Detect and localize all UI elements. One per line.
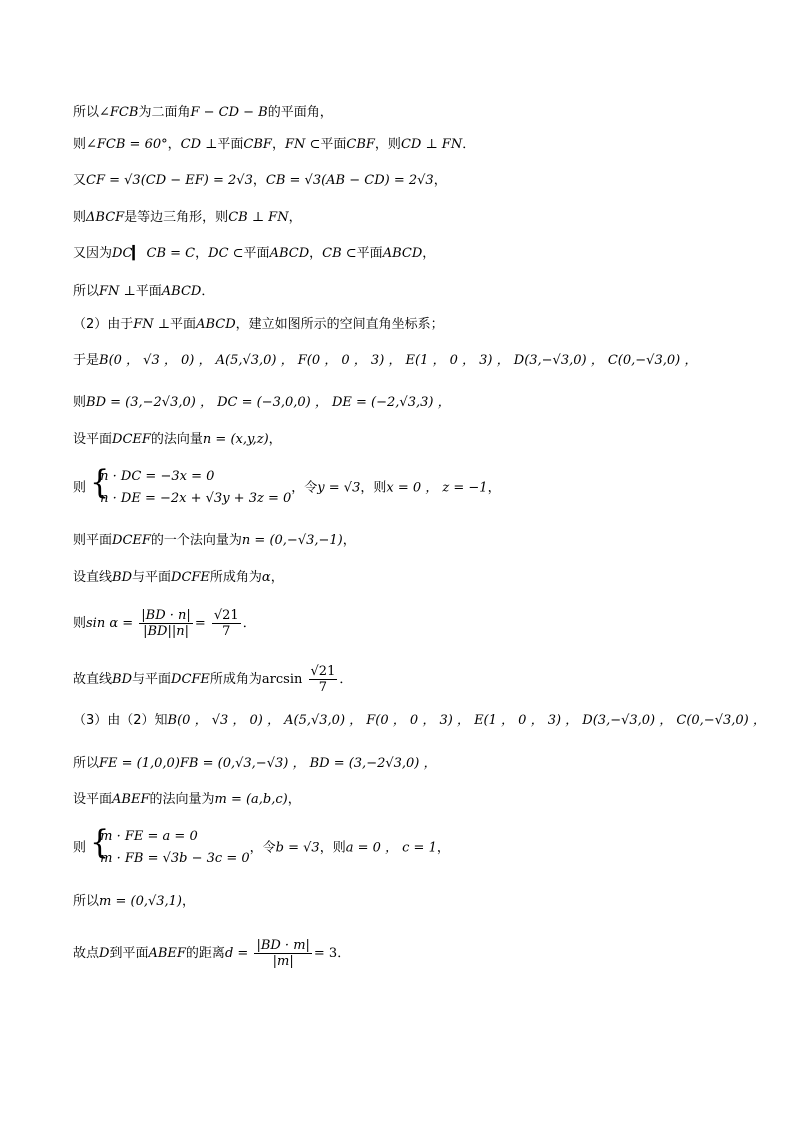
fraction (254, 938, 311, 969)
text: 为二面角 (138, 105, 191, 120)
math: a = 0 ， c = 1 (345, 840, 437, 856)
text: 的法向量为 (149, 792, 215, 807)
text: 故点 (73, 946, 100, 961)
solution-line-12 (73, 532, 356, 550)
math: CD ⊥ (180, 137, 218, 152)
text: 平面 (320, 137, 347, 152)
text: ． (337, 946, 351, 961)
text: 与平面 (132, 672, 172, 687)
solution-line-1 (73, 104, 333, 122)
text: 设直线 (73, 570, 113, 585)
equation-row: n · DE = −2x + √3y + 3z = 0 (100, 491, 292, 506)
numerator: |BD · n| (141, 608, 191, 623)
text: ，令 (291, 480, 318, 496)
text: 的法向量 (150, 432, 203, 447)
math: BD (112, 672, 132, 687)
math: ABEF (112, 792, 150, 807)
solution-line-21 (73, 938, 350, 969)
math: DC ⊂ (208, 246, 244, 261)
math: DCFE (171, 672, 210, 687)
text: 故直线 (73, 672, 113, 687)
solution-line-15 (73, 664, 352, 695)
text: ， (271, 137, 285, 152)
math: m = (0,√3,1) (99, 894, 183, 909)
text: 则 (73, 480, 87, 496)
text: 则平面 (73, 533, 113, 548)
solution-line-8 (73, 352, 697, 370)
text: ， (287, 792, 301, 807)
solution-line-9 (73, 394, 451, 412)
text: ， (288, 210, 302, 225)
text: ． (201, 284, 215, 299)
text: 则 (73, 840, 87, 856)
coordinates: B(0 ， √3 ， 0) ， A(5,√3,0) ， F(0 ， 0 ， 3) ， E(1 ， 0 ， 3) ， D(3,−√3,0) ， C(0,−√3,0) ， (167, 713, 766, 728)
math: ABEF (148, 946, 186, 961)
numerator: √21 (213, 608, 239, 623)
text: ， (309, 246, 323, 261)
text: ， (252, 173, 266, 188)
math: x = 0 ， z = −1 (386, 480, 488, 496)
text: 又 (73, 173, 87, 188)
text: ， (433, 173, 447, 188)
text: （3）由（2）知 (73, 713, 168, 728)
solution-line-2 (73, 136, 475, 154)
math: ABCD (196, 317, 236, 332)
equation-row: m · FB = √3b − 3c = 0 (100, 851, 250, 866)
math: ABCD (161, 284, 202, 299)
text: 到平面 (109, 946, 149, 961)
text: ， (422, 246, 436, 261)
math: DC▎ CB = C (112, 246, 196, 261)
text: 所以 (73, 284, 100, 299)
equation-row: m · FE = a = 0 (100, 829, 198, 844)
denominator: 7 (222, 624, 231, 639)
text: 平面 (170, 317, 197, 332)
text: ， (342, 533, 356, 548)
text: 所以 (73, 105, 100, 120)
solution-line-13 (73, 569, 284, 587)
math: CB ⊂ (322, 246, 357, 261)
math: BD (112, 570, 132, 585)
text: 所成角为 (209, 672, 262, 687)
fraction (309, 664, 338, 695)
text: ， (195, 246, 209, 261)
math: CF = √3(CD − EF) = 2√3 (86, 173, 253, 188)
math: n = (x,y,z) (202, 432, 269, 447)
text: 所以 (73, 894, 100, 909)
text: 设平面 (73, 432, 113, 447)
text: （2）由于 (73, 317, 134, 332)
text: 又因为 (73, 246, 113, 261)
text: 平面 (135, 284, 162, 299)
denominator: |BD||n| (143, 624, 189, 639)
solution-line-17 (73, 755, 437, 773)
equation-row: n · DC = −3x = 0 (100, 469, 215, 484)
text: ，则 (374, 137, 401, 152)
fraction (212, 608, 241, 639)
math: ∠FCB (99, 105, 139, 120)
math: FN ⊂ (284, 137, 321, 152)
solution-line-10 (73, 431, 282, 449)
math: CBF (346, 137, 375, 152)
vectors: FE = (1,0,0)FB = (0,√3,−√3) ， BD = (3,−2√3,0) ， (99, 756, 437, 771)
text: ． (242, 616, 256, 631)
math: α (261, 570, 271, 585)
solution-line-11 (73, 463, 501, 510)
math: arcsin (261, 672, 303, 687)
math: b = √3 (275, 840, 320, 856)
text: ， (270, 570, 284, 585)
solution-line-6 (73, 283, 214, 301)
vectors: BD = (3,−2√3,0) ， DC = (−3,0,0) ， DE = (−2,√3,3) ， (86, 395, 451, 410)
text: 于是 (73, 353, 100, 368)
solution-line-20 (73, 893, 195, 911)
text: 的平面角， (267, 105, 333, 120)
equation-system (90, 823, 250, 870)
brace: { (90, 823, 110, 862)
text: ，令 (249, 840, 276, 856)
solution-line-5 (73, 245, 435, 263)
text: 所成角为 (209, 570, 262, 585)
math: CD ⊥ FN (400, 137, 463, 152)
text: 平面 (217, 137, 244, 152)
math: d = (224, 946, 249, 961)
solution-line-18 (73, 791, 301, 809)
text: ， (436, 840, 450, 856)
coordinates: B(0 ， √3 ， 0) ， A(5,√3,0) ， F(0 ， 0 ， 3) ， E(1 ， 0 ， 3) ， D(3,−√3,0) ， C(0,−√3,0) ， (99, 353, 698, 368)
denominator: 7 (318, 680, 328, 695)
math: CB = √3(AB − CD) = 2√3 (265, 173, 434, 188)
text: ， (182, 894, 196, 909)
math: FN ⊥ (99, 284, 136, 299)
text: 所以 (73, 756, 100, 771)
math: D (99, 946, 110, 961)
math: FN ⊥ (133, 317, 171, 332)
text: ， (487, 480, 501, 496)
text: ， (167, 137, 181, 152)
math: ∠FCB = 60° (86, 137, 168, 152)
solution-line-19 (73, 823, 450, 870)
math: DCFE (171, 570, 210, 585)
text: 是等边三角形，则 (124, 210, 229, 225)
text: 则 (73, 137, 87, 152)
math: ABCD (382, 246, 423, 261)
math: ΔBCF (86, 210, 125, 225)
equals: = 3 (313, 946, 338, 961)
text: 平面 (243, 246, 270, 261)
math: CBF (243, 137, 272, 152)
text: ，则 (319, 840, 346, 856)
fraction (139, 608, 193, 639)
math: ABCD (269, 246, 310, 261)
text: ，则 (360, 480, 387, 496)
text: ． (339, 672, 353, 687)
text: ， (268, 432, 282, 447)
text: ． (462, 137, 476, 152)
text: 则 (73, 395, 87, 410)
text: 则 (73, 210, 87, 225)
math: n = (0,−√3,−1) (241, 533, 343, 548)
math: m = (a,b,c) (214, 792, 288, 807)
math: CB ⊥ FN (228, 210, 289, 225)
numerator: |BD · m| (256, 938, 310, 953)
solution-line-16 (73, 712, 766, 730)
denominator: |m| (272, 954, 294, 969)
math: sin α = (86, 616, 134, 631)
equation-system (90, 463, 292, 510)
math: y = √3 (317, 480, 361, 496)
brace: { (90, 463, 110, 502)
solution-line-7 (73, 316, 444, 334)
solution-line-14 (73, 608, 256, 639)
text: ，建立如图所示的空间直角坐标系； (235, 317, 444, 332)
text: 的距离 (185, 946, 225, 961)
math: DCEF (112, 432, 151, 447)
solution-line-3 (73, 172, 447, 190)
text: 设平面 (73, 792, 113, 807)
math: DCEF (112, 533, 151, 548)
equals: = (194, 616, 206, 631)
text: 与平面 (132, 570, 172, 585)
numerator: √21 (310, 664, 336, 679)
math: F − CD − B (190, 105, 268, 120)
text: 平面 (356, 246, 383, 261)
solution-line-4 (73, 209, 302, 227)
text: 的一个法向量为 (150, 533, 242, 548)
text: 则 (73, 616, 87, 631)
